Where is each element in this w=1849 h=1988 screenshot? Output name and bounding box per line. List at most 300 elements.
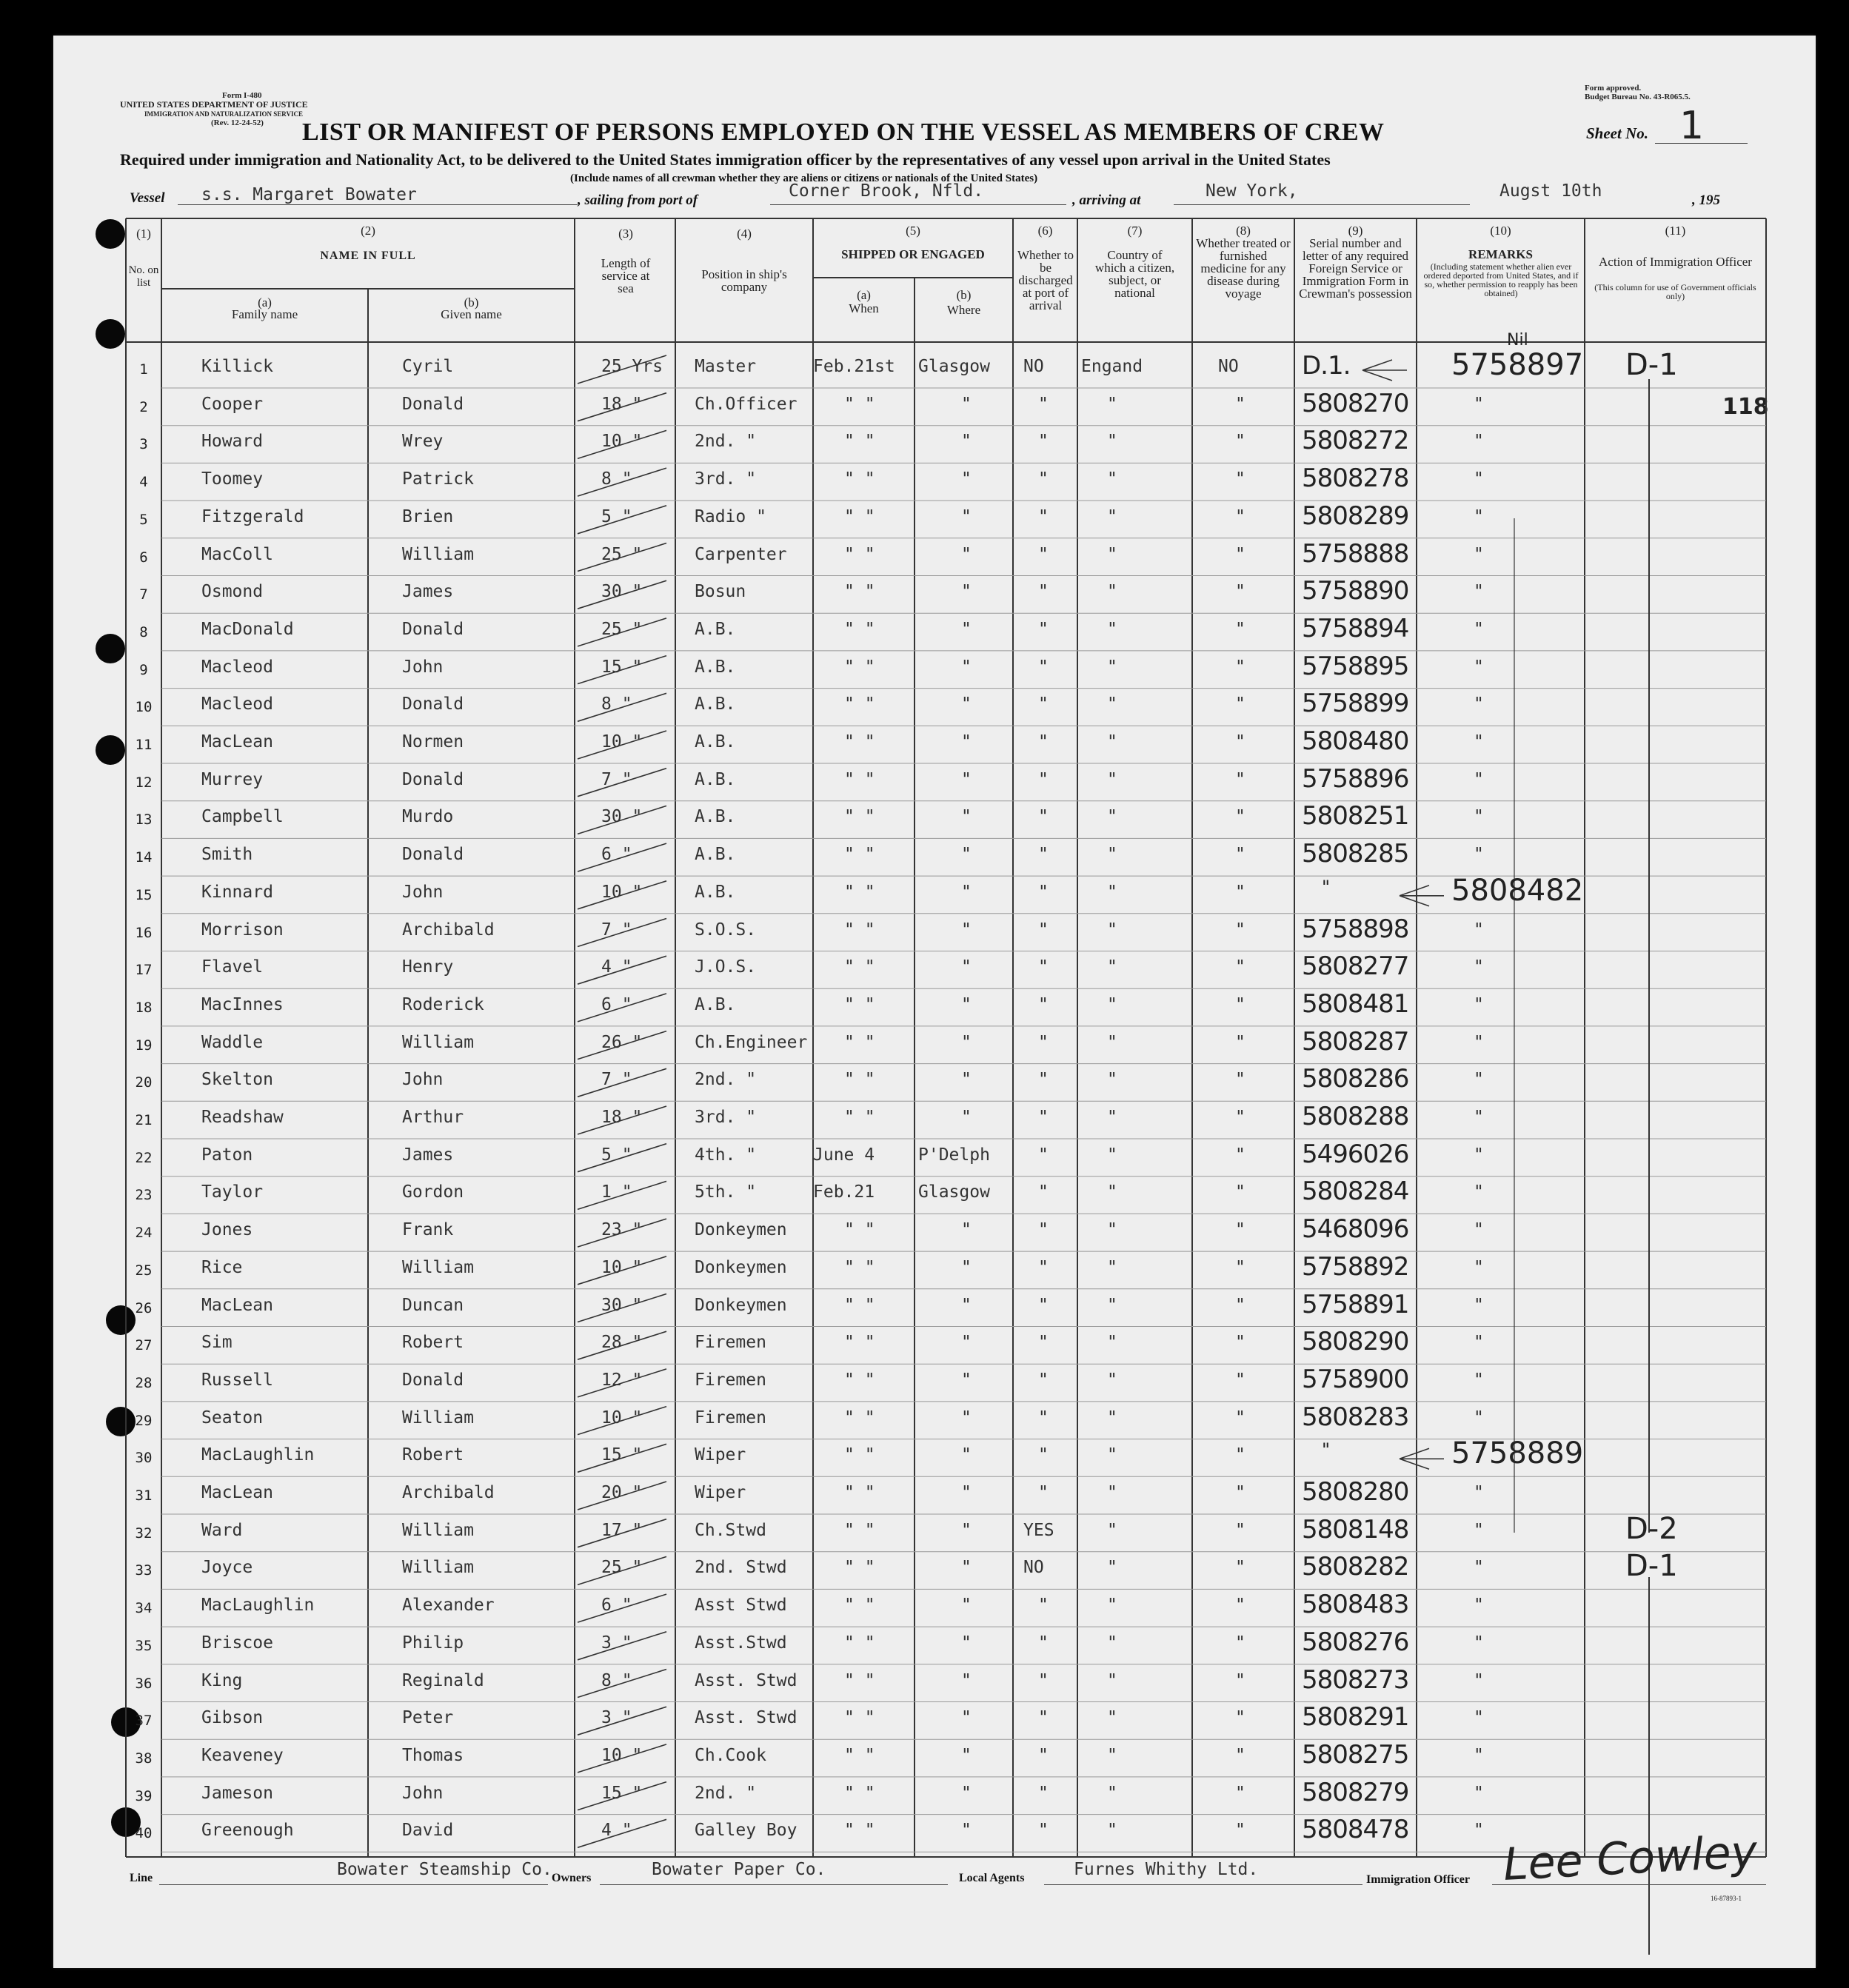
given-name: Archibald — [402, 920, 495, 940]
serial-number: 5808283 — [1302, 1402, 1409, 1432]
given-name: Robert — [402, 1445, 464, 1465]
medical-flag: " — [1235, 1670, 1246, 1690]
family-name: MacLean — [201, 732, 273, 752]
citizenship: " — [1107, 994, 1117, 1014]
given-name: Gordon — [402, 1182, 464, 1202]
discharge-flag: " — [1038, 1220, 1049, 1240]
sailing-label: , sailing from port of — [578, 193, 698, 208]
manifest-subtitle: Required under immigration and Nationality Act, to be delivered to the United States immigration officer by the representatives of any vessel upon arrival in the United States — [120, 150, 1331, 169]
line-company: Bowater Steamship Co. — [337, 1860, 552, 1879]
service-length: 6 " — [601, 994, 632, 1014]
medical-flag: " — [1235, 432, 1246, 452]
given-name: William — [402, 1257, 474, 1277]
given-name: Duncan — [402, 1295, 464, 1315]
col3-number: (3) — [618, 227, 633, 241]
discharge-flag: NO — [1023, 1558, 1044, 1578]
discharge-flag: " — [1038, 1745, 1049, 1765]
service-length: 6 " — [601, 1596, 632, 1616]
department: UNITED STATES DEPARTMENT OF JUSTICE — [120, 99, 308, 110]
owners-company: Bowater Paper Co. — [652, 1860, 826, 1879]
medical-flag: " — [1235, 1370, 1246, 1390]
col2b-number: (b) — [464, 295, 479, 309]
shipped-where: " — [961, 1520, 972, 1540]
family-name: Joyce — [201, 1558, 253, 1578]
given-name: Peter — [402, 1708, 454, 1728]
shipped-when: " " — [844, 1220, 875, 1240]
shipped-where: " — [961, 1070, 972, 1090]
shipped-where: " — [961, 1821, 972, 1841]
col9-label: Serial number and letter of any required Foreign Service or Immigration Form in Crewman's possession — [1299, 236, 1412, 301]
ship-position: A.B. — [695, 994, 736, 1014]
serial-number: 5808481 — [1302, 988, 1409, 1019]
col5a-number: (a) — [857, 288, 871, 302]
remarks-ditto: " — [1474, 1408, 1484, 1428]
given-name: Philip — [402, 1633, 464, 1653]
shipped-where: " — [961, 957, 972, 977]
arrival-date: Augst 10th — [1499, 181, 1602, 201]
row-number: 25 — [135, 1262, 153, 1279]
family-name: Cooper — [201, 394, 264, 414]
shipped-where: " — [961, 994, 972, 1014]
medical-flag: " — [1235, 1220, 1246, 1240]
discharge-flag: " — [1038, 1708, 1049, 1728]
ship-position: Asst Stwd — [695, 1596, 787, 1616]
row-number: 20 — [135, 1074, 153, 1091]
serial-number: 5808288 — [1302, 1102, 1409, 1131]
col2a-number: (a) — [258, 295, 272, 309]
medical-flag: " — [1235, 1821, 1246, 1841]
ship-position: A.B. — [695, 657, 736, 677]
citizenship: " — [1107, 1633, 1117, 1653]
col10-note: (Including statement whether alien ever ordered deported from United States, and if so, whether permission to reapply has been obtained) — [1423, 261, 1579, 298]
ship-position: Firemen — [695, 1408, 766, 1428]
serial-number: 5808276 — [1302, 1627, 1409, 1657]
family-name: Paton — [201, 1145, 253, 1165]
serial-number: " — [1322, 1439, 1330, 1461]
discharge-flag: " — [1038, 769, 1049, 789]
shipped-where: " — [961, 619, 972, 639]
given-name: William — [402, 544, 474, 564]
col4-number: (4) — [737, 227, 752, 241]
service-length: 8 " — [601, 1670, 632, 1690]
given-name: Wrey — [402, 432, 444, 452]
service-length: 15 " — [601, 657, 643, 677]
family-name: Fitzgerald — [201, 506, 304, 526]
remarks-ditto: " — [1474, 769, 1484, 789]
shipped-where: P'Delph — [918, 1145, 990, 1165]
discharge-flag: " — [1038, 920, 1049, 940]
family-name: Ward — [201, 1520, 243, 1540]
given-name: Arthur — [402, 1108, 464, 1127]
medical-flag: " — [1235, 1108, 1246, 1127]
service-length: 7 " — [601, 769, 632, 789]
row-number: 40 — [135, 1825, 153, 1842]
citizenship: " — [1107, 1220, 1117, 1240]
serial-number: 5808284 — [1302, 1177, 1409, 1207]
shipped-where: " — [961, 769, 972, 789]
given-name: Brien — [402, 506, 454, 526]
serial-number: 5808286 — [1302, 1064, 1409, 1094]
serial-number: 5808273 — [1302, 1664, 1409, 1695]
ship-position: Asst. Stwd — [695, 1708, 798, 1728]
service-name: IMMIGRATION AND NATURALIZATION SERVICE — [144, 110, 303, 118]
citizenship: " — [1107, 469, 1117, 489]
officer-action: D-2 — [1625, 1511, 1678, 1546]
service-length: 28 " — [601, 1333, 643, 1353]
medical-flag: " — [1235, 695, 1246, 714]
row-number: 26 — [135, 1299, 153, 1316]
family-name: MacLean — [201, 1483, 273, 1502]
local-agents: Furnes Whithy Ltd. — [1074, 1860, 1259, 1879]
shipped-when: " " — [844, 1408, 875, 1428]
ship-position: Firemen — [695, 1370, 766, 1390]
shipped-when: " " — [844, 1558, 875, 1578]
discharge-flag: " — [1038, 994, 1049, 1014]
remarks-ditto: " — [1474, 1333, 1484, 1353]
service-length: 4 " — [601, 957, 632, 977]
ship-position: A.B. — [695, 695, 736, 714]
ship-position: 5th. " — [695, 1182, 757, 1202]
discharge-flag: " — [1038, 582, 1049, 602]
col6-number: (6) — [1037, 224, 1053, 238]
discharge-flag: " — [1038, 469, 1049, 489]
shipped-when: " " — [844, 1745, 875, 1765]
discharge-flag: " — [1038, 1182, 1049, 1202]
service-length: 8 " — [601, 469, 632, 489]
serial-number: 5758888 — [1302, 538, 1409, 569]
service-length: 15 " — [601, 1783, 643, 1803]
citizenship: " — [1107, 1108, 1117, 1127]
discharge-flag: " — [1038, 695, 1049, 714]
serial-number: 5808285 — [1302, 839, 1409, 869]
col1-label: No. on list — [128, 264, 159, 289]
citizenship: Engand — [1081, 357, 1143, 376]
remarks-ditto: " — [1474, 957, 1484, 977]
remarks-ditto: " — [1474, 1821, 1484, 1841]
col6-label: Whether to be discharged at port of arrival — [1017, 248, 1074, 312]
medical-flag: " — [1235, 1558, 1246, 1578]
service-length: 4 " — [601, 1821, 632, 1841]
shipped-where: " — [961, 1408, 972, 1428]
citizenship: " — [1107, 1257, 1117, 1277]
shipped-when: " " — [844, 994, 875, 1014]
service-length: 6 " — [601, 845, 632, 865]
remarks-ditto: " — [1474, 695, 1484, 714]
shipped-when: " " — [844, 1108, 875, 1127]
medical-flag: " — [1235, 1032, 1246, 1052]
medical-flag: " — [1235, 1145, 1246, 1165]
serial-number: 5808277 — [1302, 951, 1409, 982]
discharge-flag: YES — [1023, 1520, 1054, 1540]
ship-position: Wiper — [695, 1445, 746, 1465]
service-length: 10 " — [601, 1745, 643, 1765]
row-number: 2 — [139, 398, 148, 415]
row-number: 8 — [139, 623, 148, 640]
vessel-label: Vessel — [130, 190, 165, 206]
service-length: 15 " — [601, 1445, 643, 1465]
ship-position: Galley Boy — [695, 1821, 798, 1841]
family-name: MacColl — [201, 544, 273, 564]
shipped-where: " — [961, 1633, 972, 1653]
citizenship: " — [1107, 1295, 1117, 1315]
sheet-number: 1 — [1679, 104, 1705, 148]
serial-number: " — [1322, 876, 1330, 897]
given-name: Normen — [402, 732, 464, 752]
remarks-ditto: " — [1474, 994, 1484, 1014]
shipped-when: " " — [844, 1370, 875, 1390]
officer-action: D-1 — [1625, 348, 1678, 382]
given-name: Patrick — [402, 469, 474, 489]
ship-position: Donkeymen — [695, 1295, 787, 1315]
row-number: 29 — [135, 1412, 153, 1429]
serial-number: 5758894 — [1302, 613, 1409, 643]
shipped-when: " " — [844, 469, 875, 489]
shipped-when: " " — [844, 807, 875, 827]
ship-position: A.B. — [695, 619, 736, 639]
family-name: Gibson — [201, 1708, 264, 1728]
shipped-where: Glasgow — [918, 357, 990, 376]
shipped-where: " — [961, 1108, 972, 1127]
arriving-port: New York, — [1206, 181, 1298, 201]
col11-note: (This column for use of Government officials only) — [1594, 282, 1756, 301]
row-number: 1 — [139, 361, 148, 378]
remarks-ditto: " — [1474, 1483, 1484, 1502]
discharge-flag: " — [1038, 544, 1049, 564]
family-name: Jameson — [201, 1783, 273, 1803]
shipped-when: " " — [844, 657, 875, 677]
row-number: 12 — [135, 774, 153, 791]
ship-position: Donkeymen — [695, 1257, 787, 1277]
given-name: James — [402, 1145, 454, 1165]
row-number: 15 — [135, 886, 153, 903]
given-name: Reginald — [402, 1670, 484, 1690]
row-number: 11 — [135, 737, 153, 753]
given-name: William — [402, 1520, 474, 1540]
serial-number: 5468096 — [1302, 1214, 1409, 1245]
family-name: Skelton — [201, 1070, 273, 1090]
medical-flag: " — [1235, 994, 1246, 1014]
row-number: 19 — [135, 1037, 153, 1054]
ship-position: 2nd. Stwd — [695, 1558, 787, 1578]
remarks-ditto: " — [1474, 394, 1484, 414]
col1-number: (1) — [136, 227, 151, 241]
col5b-label: Where — [946, 303, 981, 317]
shipped-when: " " — [844, 394, 875, 414]
col11-number: (11) — [1665, 224, 1686, 238]
remarks-ditto: " — [1474, 1596, 1484, 1616]
vessel-name: s.s. Margaret Bowater — [201, 185, 417, 204]
shipped-where: " — [961, 882, 972, 902]
serial-number: 5758895 — [1302, 651, 1409, 681]
remarks-entry: 5808482 — [1451, 873, 1584, 908]
discharge-flag: " — [1038, 1483, 1049, 1502]
ship-position: A.B. — [695, 769, 736, 789]
medical-flag: " — [1235, 1445, 1246, 1465]
service-length: 10 " — [601, 432, 643, 452]
shipped-when: Feb.21st — [813, 357, 895, 376]
medical-flag: " — [1235, 1483, 1246, 1502]
discharge-flag: " — [1038, 1408, 1049, 1428]
remarks-ditto: " — [1474, 1745, 1484, 1765]
given-name: Henry — [402, 957, 454, 977]
officer-action: D-1 — [1625, 1549, 1678, 1584]
ship-position: 2nd. " — [695, 1783, 757, 1803]
shipped-when: " " — [844, 732, 875, 752]
budget-bureau: Budget Bureau No. 43-R065.5. — [1585, 93, 1691, 101]
citizenship: " — [1107, 732, 1117, 752]
row-number: 38 — [135, 1750, 153, 1767]
remarks-ditto: " — [1474, 1070, 1484, 1090]
shipped-when: " " — [844, 1708, 875, 1728]
serial-number: 5808287 — [1302, 1026, 1409, 1057]
remarks-ditto: " — [1474, 469, 1484, 489]
sheet-label: Sheet No. — [1586, 124, 1648, 142]
remarks-note: Nil — [1507, 331, 1528, 349]
shipped-when: " " — [844, 769, 875, 789]
remarks-ditto: " — [1474, 1633, 1484, 1653]
citizenship: " — [1107, 1596, 1117, 1616]
medical-flag: " — [1235, 506, 1246, 526]
citizenship: " — [1107, 1032, 1117, 1052]
remarks-ditto: " — [1474, 1182, 1484, 1202]
discharge-flag: " — [1038, 732, 1049, 752]
citizenship: " — [1107, 544, 1117, 564]
service-length: 25 Yrs — [601, 357, 663, 376]
citizenship: " — [1107, 1821, 1117, 1841]
manifest-title: LIST OR MANIFEST OF PERSONS EMPLOYED ON THE VESSEL AS MEMBERS OF CREW — [302, 118, 1385, 146]
shipped-where: " — [961, 1745, 972, 1765]
given-name: Donald — [402, 1370, 464, 1390]
shipped-when: " " — [844, 1032, 875, 1052]
row-number: 21 — [135, 1112, 153, 1128]
ship-position: A.B. — [695, 882, 736, 902]
family-name: King — [201, 1670, 243, 1690]
citizenship: " — [1107, 1408, 1117, 1428]
shipped-where: " — [961, 1783, 972, 1803]
row-number: 6 — [139, 549, 148, 566]
serial-number: 5808280 — [1302, 1477, 1409, 1507]
col2a-label: Family name — [231, 307, 298, 321]
shipped-when: " " — [844, 1483, 875, 1502]
agents-label: Local Agents — [959, 1872, 1025, 1884]
medical-flag: " — [1235, 1333, 1246, 1353]
officer-signature: Lee Cowley — [1502, 1826, 1759, 1891]
given-name: Cyril — [402, 357, 454, 376]
ship-position: Ch.Stwd — [695, 1520, 766, 1540]
col8-label: Whether treated or furnished medicine for any disease during voyage — [1196, 236, 1291, 301]
ship-position: Donkeymen — [695, 1220, 787, 1240]
citizenship: " — [1107, 695, 1117, 714]
shipped-where: " — [961, 1295, 972, 1315]
shipped-when: " " — [844, 695, 875, 714]
serial-number: 5758898 — [1302, 914, 1409, 944]
family-name: Macleod — [201, 695, 273, 714]
serial-number: 5808290 — [1302, 1327, 1409, 1357]
ship-position: 2nd. " — [695, 432, 757, 452]
citizenship: " — [1107, 1745, 1117, 1765]
family-name: MacLaughlin — [201, 1445, 315, 1465]
service-length: 7 " — [601, 920, 632, 940]
service-length: 25 " — [601, 544, 643, 564]
remarks-ditto: " — [1474, 1220, 1484, 1240]
shipped-when: " " — [844, 506, 875, 526]
remarks-ditto: " — [1474, 845, 1484, 865]
given-name: James — [402, 582, 454, 602]
family-name: Rice — [201, 1257, 243, 1277]
serial-number: 5808289 — [1302, 501, 1409, 531]
col10-number: (10) — [1490, 224, 1511, 238]
col5a-label: When — [849, 301, 879, 315]
row-number: 34 — [135, 1600, 153, 1617]
medical-flag: " — [1235, 1745, 1246, 1765]
family-name: Smith — [201, 845, 253, 865]
shipped-when: Feb.21 — [813, 1182, 875, 1202]
shipped-when: June 4 — [813, 1145, 875, 1165]
discharge-flag: " — [1038, 1445, 1049, 1465]
service-length: 30 " — [601, 1295, 643, 1315]
discharge-flag: NO — [1023, 357, 1044, 376]
remarks-ditto: " — [1474, 1558, 1484, 1578]
ship-position: J.O.S. — [695, 957, 757, 977]
remarks-ditto: " — [1474, 920, 1484, 940]
family-name: Briscoe — [201, 1633, 273, 1653]
given-name: Donald — [402, 695, 464, 714]
shipped-where: " — [961, 657, 972, 677]
shipped-when: " " — [844, 432, 875, 452]
family-name: Sim — [201, 1333, 233, 1353]
medical-flag: " — [1235, 657, 1246, 677]
medical-flag: " — [1235, 920, 1246, 940]
service-length: 7 " — [601, 1070, 632, 1090]
col7-label: Country of which a citizen, subject, or national — [1094, 248, 1175, 300]
medical-flag: " — [1235, 807, 1246, 827]
officer-label: Immigration Officer — [1366, 1873, 1470, 1886]
serial-number: 5808148 — [1302, 1514, 1409, 1544]
discharge-flag: " — [1038, 1108, 1049, 1127]
discharge-flag: " — [1038, 394, 1049, 414]
col5b-number: (b) — [956, 288, 972, 302]
service-length: 30 " — [601, 807, 643, 827]
shipped-where: " — [961, 1670, 972, 1690]
given-name: Thomas — [402, 1745, 464, 1765]
ship-position: Wiper — [695, 1483, 746, 1502]
ship-position: A.B. — [695, 732, 736, 752]
given-name: William — [402, 1032, 474, 1052]
discharge-flag: " — [1038, 1032, 1049, 1052]
citizenship: " — [1107, 1520, 1117, 1540]
ship-position: 2nd. " — [695, 1070, 757, 1090]
citizenship: " — [1107, 1370, 1117, 1390]
arrival-year: , 195 — [1692, 193, 1720, 208]
given-name: John — [402, 882, 444, 902]
given-name: Robert — [402, 1333, 464, 1353]
given-name: Frank — [402, 1220, 454, 1240]
family-name: Russell — [201, 1370, 273, 1390]
medical-flag: " — [1235, 1295, 1246, 1315]
row-number: 4 — [139, 474, 148, 491]
discharge-flag: " — [1038, 506, 1049, 526]
remarks-ditto: " — [1474, 1370, 1484, 1390]
family-name: Kinnard — [201, 882, 273, 902]
ship-position: Firemen — [695, 1333, 766, 1353]
serial-number: 5758900 — [1302, 1364, 1409, 1394]
shipped-where: " — [961, 582, 972, 602]
shipped-when: " " — [844, 845, 875, 865]
ship-position: A.B. — [695, 845, 736, 865]
row-number: 5 — [139, 511, 148, 528]
remarks-entry: 5758897 — [1451, 348, 1584, 382]
service-length: 17 " — [601, 1520, 643, 1540]
